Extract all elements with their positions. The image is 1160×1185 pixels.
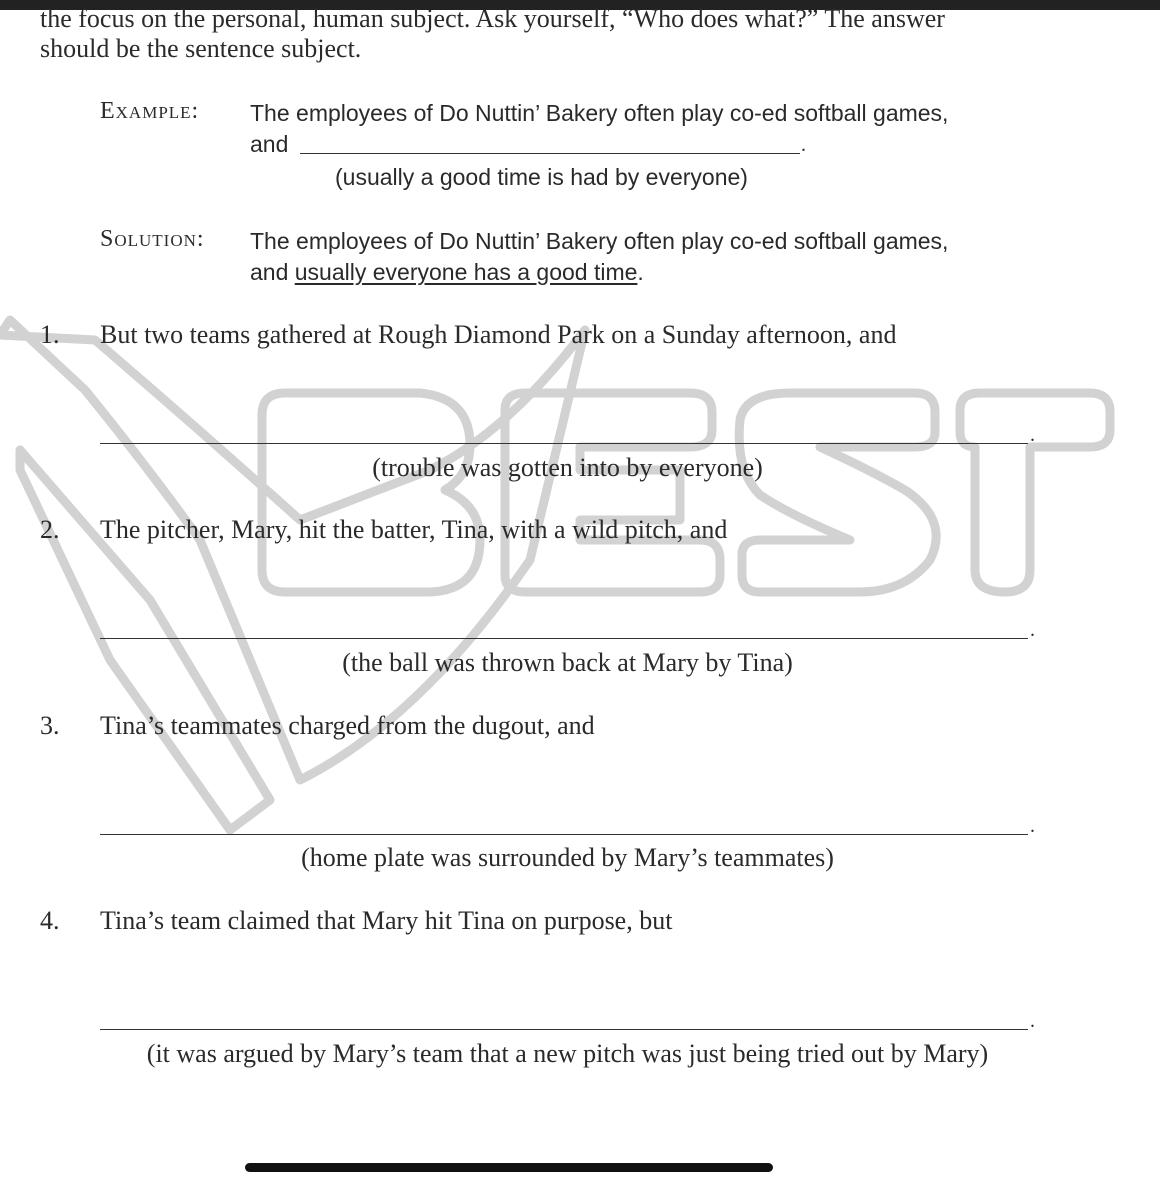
example-text-line-2: and bbox=[250, 131, 289, 157]
solution-text-line-1: The employees of Do Nuttin’ Bakery often play co-ed softball games, bbox=[250, 228, 949, 254]
item-1-period: . bbox=[1030, 424, 1035, 446]
item-2-answer-line[interactable] bbox=[100, 638, 1028, 639]
item-1-answer-line[interactable] bbox=[100, 443, 1028, 444]
example-hint: (usually a good time is had by everyone) bbox=[335, 164, 748, 190]
item-4-answer-line[interactable] bbox=[100, 1029, 1028, 1030]
item-1-text: But two teams gathered at Rough Diamond Park on a Sunday afternoon, and bbox=[100, 320, 897, 349]
example-text-line-1: The employees of Do Nuttin’ Bakery often play co-ed softball games, bbox=[250, 100, 949, 126]
item-3-answer-line[interactable] bbox=[100, 834, 1028, 835]
example-period: . bbox=[801, 134, 806, 156]
item-3-number: 3. bbox=[40, 711, 60, 740]
solution-label: Solution: bbox=[100, 226, 205, 252]
solution-text-line-2 bbox=[250, 259, 644, 286]
intro-line-2: should be the sentence subject. bbox=[40, 34, 362, 63]
item-3-hint: (home plate was surrounded by Mary’s teammates) bbox=[301, 843, 834, 872]
item-4-number: 4. bbox=[40, 906, 60, 935]
watermark-letter-e bbox=[505, 393, 720, 592]
item-2-period: . bbox=[1030, 619, 1035, 641]
item-1-number: 1. bbox=[40, 320, 60, 349]
watermark-letter-s bbox=[739, 393, 936, 592]
watermark-letter-b bbox=[262, 393, 480, 592]
watermark-letter-t bbox=[960, 393, 1110, 592]
example-label: Example: bbox=[100, 98, 200, 124]
intro-line-1: the focus on the personal, human subject. Ask yourself, “Who does what?” The answer bbox=[40, 4, 945, 33]
item-3-period: . bbox=[1030, 815, 1035, 837]
item-2-hint: (the ball was thrown back at Mary by Tina) bbox=[342, 648, 793, 677]
item-2-number: 2. bbox=[40, 515, 60, 544]
solution-period: . bbox=[637, 259, 644, 285]
watermark-swoosh-tail bbox=[20, 450, 270, 830]
solution-answer: usually everyone has a good time bbox=[294, 259, 638, 285]
home-indicator-bar[interactable] bbox=[245, 1163, 773, 1172]
item-4-period: . bbox=[1030, 1010, 1035, 1032]
solution-prefix: and bbox=[250, 259, 289, 285]
item-4-text: Tina’s team claimed that Mary hit Tina on purpose, but bbox=[100, 906, 673, 935]
item-4-hint: (it was argued by Mary’s team that a new pitch was just being tried out by Mary) bbox=[146, 1039, 989, 1068]
example-blank-line bbox=[300, 153, 800, 154]
item-2-text: The pitcher, Mary, hit the batter, Tina, with a wild pitch, and bbox=[100, 515, 728, 544]
item-1-hint: (trouble was gotten into by everyone) bbox=[372, 453, 763, 482]
item-3-text: Tina’s teammates charged from the dugout, and bbox=[100, 711, 595, 740]
